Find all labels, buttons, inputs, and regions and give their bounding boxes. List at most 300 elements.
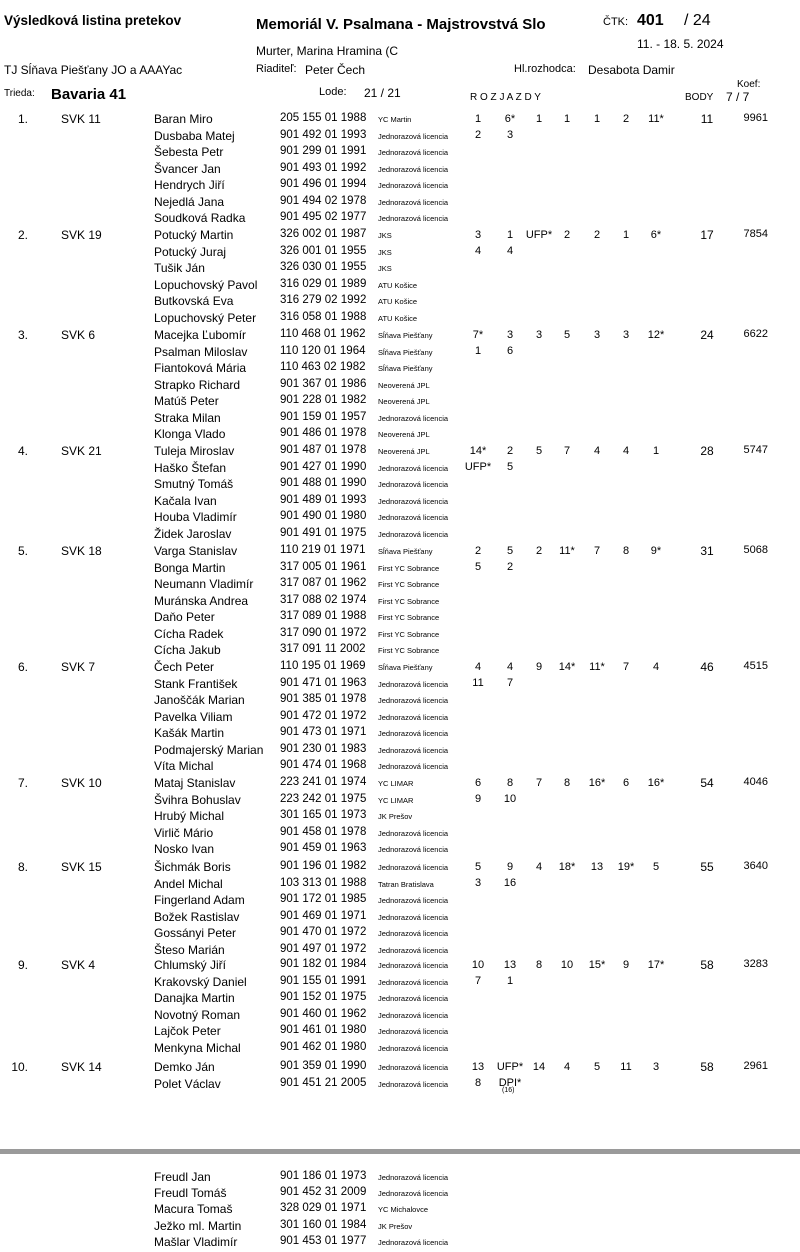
race-result: 1 (474, 113, 482, 125)
license-number: 205 155 01 1988 (280, 112, 367, 124)
license-number: 901 172 01 1985 (280, 893, 367, 905)
license-number: 223 241 01 1974 (280, 776, 367, 788)
club-name: Jednorazová licencia (378, 197, 449, 207)
license-number: 901 159 01 1957 (280, 410, 367, 423)
license-number: 901 196 01 1982 (280, 860, 367, 872)
crew-name: Klonga Vlado (154, 427, 226, 441)
race-result: 6 (474, 777, 482, 789)
license-number: 901 497 01 1972 (280, 942, 367, 955)
race-result: 13 (503, 959, 517, 971)
crew-name: Butkovská Eva (154, 294, 234, 308)
race-result: 14* (558, 661, 576, 673)
coefficient: 6622 (743, 328, 768, 340)
club-name: First YC Sobrance (378, 563, 440, 573)
race-result: 9 (535, 661, 543, 673)
crew-name: Potucký Martin (154, 228, 234, 242)
judge-label: Hl.rozhodca: (514, 63, 576, 75)
crew-name: Šichmák Boris (154, 860, 231, 874)
license-number: 110 463 02 1982 (280, 361, 366, 373)
club-name: Jednorazová licencia (378, 529, 449, 539)
race-result-secondary: 3 (506, 129, 514, 141)
race-result: 4 (593, 445, 601, 457)
club-name: Neoverená JPL (378, 397, 430, 406)
club-name: Jednorazová licencia (378, 1027, 449, 1036)
license-number: 901 491 01 1975 (280, 526, 367, 539)
club-name: Jednorazová licencia (378, 1189, 449, 1199)
race-result: 5 (652, 861, 660, 873)
license-number: 901 488 01 1990 (280, 477, 367, 489)
license-number: 901 494 02 1978 (280, 194, 367, 207)
license-number: 901 470 01 1972 (280, 926, 367, 938)
license-number: 317 090 01 1972 (280, 626, 367, 639)
crew-name: Lopuchovský Pavol (154, 277, 258, 292)
class-label: Trieda: (4, 88, 35, 99)
race-result-secondary: 10 (503, 793, 517, 805)
race-result-secondary: 2 (474, 129, 482, 141)
race-result: 7 (563, 445, 571, 457)
crew-name: Danajka Martin (154, 991, 235, 1005)
total-points: 58 (700, 1060, 714, 1074)
license-number: 901 427 01 1990 (280, 460, 367, 473)
crew-name: Novotný Roman (154, 1007, 241, 1022)
license-number: 901 451 21 2005 (280, 1076, 367, 1089)
license-number: 901 299 01 1991 (280, 145, 367, 157)
crew-name: Božek Rastislav (154, 909, 240, 924)
license-number: 901 459 01 1963 (280, 842, 367, 854)
crew-name: Houba Vladimír (154, 510, 237, 524)
coefficient: 3283 (743, 958, 768, 970)
ctk-label: ČTK: (603, 16, 629, 28)
koef-value: 7 / 7 (726, 90, 750, 104)
crew-name: Bonga Martin (154, 560, 226, 575)
race-result: 6 (622, 777, 630, 789)
race-result: 4 (622, 445, 630, 457)
rank: 8. (17, 860, 28, 874)
license-number: 901 474 01 1968 (280, 759, 367, 771)
license-number: 328 029 01 1971 (280, 1202, 367, 1215)
race-result: 10 (560, 959, 574, 971)
director-name: Peter Čech (305, 63, 366, 77)
club-name: Jednorazová licencia (378, 828, 449, 838)
club-name: First YC Sobrance (378, 580, 440, 589)
club-name: Tatran Bratislava (378, 879, 434, 889)
club-name: JKS (378, 264, 392, 273)
race-result: 7* (472, 329, 484, 341)
race-result: 11* (559, 545, 575, 557)
club-name: Jednorazová licencia (378, 148, 449, 157)
race-result: 15* (588, 959, 606, 971)
club-name: ATU Košice (378, 313, 418, 323)
race-result: 9 (506, 861, 514, 873)
club-name: Jednorazová licencia (378, 1010, 449, 1020)
coefficient: 7854 (743, 228, 768, 240)
crew-name: Chlumský Jiří (154, 958, 227, 972)
club-name: JKS (378, 231, 392, 240)
crew-name: Daňo Peter (154, 610, 215, 624)
coefficient: 9961 (743, 112, 768, 124)
crew-name: Hrubý Michal (154, 809, 225, 823)
race-result: 19* (617, 861, 635, 873)
crew-name: Haško Štefan (154, 460, 227, 475)
crew-name: Gossányi Peter (154, 926, 237, 940)
race-result: 2 (506, 445, 514, 457)
license-number: 317 005 01 1961 (280, 560, 367, 573)
crew-name: Fiantoková Mária (154, 361, 247, 375)
rank: 2. (17, 228, 28, 242)
license-number: 901 461 01 1980 (280, 1024, 367, 1036)
total-points: 24 (700, 328, 714, 342)
crew-name: Menkyna Michal (154, 1040, 241, 1055)
race-result: 4 (535, 861, 543, 873)
race-result: 3 (474, 229, 482, 241)
club-name: Jednorazová licencia (378, 896, 449, 905)
race-result: 16* (588, 777, 606, 789)
race-result: 8 (563, 777, 571, 789)
rank: 5. (17, 544, 28, 558)
crew-name: Polet Václav (154, 1076, 221, 1091)
license-number: 901 182 01 1984 (280, 958, 367, 970)
club-name: Jednorazová licencia (378, 994, 449, 1003)
crew-name: Čech Peter (154, 660, 215, 674)
crew-name: Tuleja Miroslav (154, 444, 235, 458)
race-result-secondary: 1 (474, 345, 482, 357)
crew-name: Virlič Mário (154, 825, 214, 840)
club-name: Jednorazová licencia (378, 164, 449, 174)
license-number: 316 279 02 1992 (280, 294, 367, 306)
club-name: First YC Sobrance (378, 646, 440, 655)
race-result-secondary: 5 (474, 561, 482, 573)
race-result-secondary: 4 (506, 245, 514, 257)
sail-number: SVK 4 (61, 958, 96, 972)
race-result: 7 (622, 661, 630, 673)
club-name: Jednorazová licencia (378, 496, 449, 506)
license-number: 901 472 01 1972 (280, 709, 367, 722)
race-result: 16* (647, 777, 665, 789)
sail-number: SVK 15 (61, 860, 102, 874)
judge-name: Desabota Damir (588, 63, 675, 77)
license-number: 901 469 01 1971 (280, 909, 367, 922)
race-result: UFP* (525, 229, 553, 241)
race-result: 3 (622, 329, 630, 341)
license-number: 901 452 31 2009 (280, 1186, 367, 1199)
club-name: Jednorazová licencia (378, 945, 449, 955)
club-name: Sĺňava Piešťany (378, 364, 433, 373)
club-name: Jednorazová licencia (378, 712, 449, 722)
license-number: 901 471 01 1963 (280, 676, 367, 689)
license-number: 901 359 01 1990 (280, 1060, 367, 1072)
license-number: 326 001 01 1955 (280, 244, 367, 257)
club-name: Sĺňava Piešťany (378, 547, 433, 556)
race-result-secondary: 1 (506, 975, 514, 987)
section-divider (0, 1149, 800, 1154)
license-number: 901 487 01 1978 (280, 444, 367, 456)
race-result: 2 (474, 545, 482, 557)
points-label: BODY (685, 92, 714, 103)
club-name: Jednorazová licencia (378, 214, 449, 223)
club-name: Jednorazová licencia (378, 1079, 449, 1089)
crew-name: Fingerland Adam (154, 893, 245, 907)
race-result: 2 (622, 113, 630, 125)
crew-name: Lajčok Peter (154, 1024, 221, 1038)
race-result-secondary: 5 (506, 461, 514, 473)
crew-name: Dusbaba Matej (154, 128, 235, 143)
race-result: 5 (535, 445, 543, 457)
club-name: Jednorazová licencia (378, 463, 449, 473)
race-result: 2 (593, 229, 601, 241)
total-points: 55 (700, 860, 714, 874)
race-result-secondary: UFP* (464, 461, 492, 473)
race-result: 1 (506, 229, 514, 241)
crew-name: Nejedlá Jana (154, 194, 225, 209)
race-result: 9 (622, 959, 630, 971)
rank: 7. (17, 776, 28, 790)
club-name: Jednorazová licencia (378, 131, 449, 141)
race-result: 13 (471, 1061, 485, 1073)
race-result: 6* (504, 113, 516, 125)
license-number: 110 468 01 1962 (280, 328, 366, 340)
club-name: JK Prešov (378, 1221, 413, 1231)
license-number: 901 490 01 1980 (280, 510, 367, 522)
license-number: 301 165 01 1973 (280, 809, 367, 821)
club-name: Jednorazová licencia (378, 480, 449, 489)
race-result-secondary: 6 (506, 345, 514, 357)
race-result: 2 (535, 545, 543, 557)
crew-name: Stank František (154, 676, 238, 691)
race-result: 1 (593, 113, 601, 125)
license-number: 326 002 01 1987 (280, 228, 367, 240)
rank: 3. (17, 328, 28, 342)
race-result: 5 (474, 861, 482, 873)
race-result: 3 (535, 329, 543, 341)
license-number: 316 029 01 1989 (280, 277, 367, 290)
crew-name: Podmajerský Marian (154, 742, 264, 757)
race-result: 7 (593, 545, 601, 557)
club-name: Jednorazová licencia (378, 762, 449, 771)
organizer: TJ Sĺňava Piešťany JO a AAAYac (4, 63, 183, 77)
crew-name: Židek Jaroslav (154, 526, 232, 541)
rank: 1. (17, 112, 28, 126)
crew-name: Šteso Marián (154, 942, 225, 957)
club-name: Jednorazová licencia (378, 1063, 449, 1072)
sail-number: SVK 7 (61, 660, 96, 674)
class-name: Bavaria 41 (51, 86, 127, 103)
race-result: 11 (620, 1061, 632, 1073)
license-number: 901 492 01 1993 (280, 128, 367, 141)
club-name: ATU Košice (378, 280, 418, 290)
sail-number: SVK 18 (61, 544, 102, 558)
crew-name: Psalman Miloslav (154, 344, 248, 359)
race-result-secondary: 3 (474, 877, 482, 889)
race-result: 4 (563, 1061, 571, 1073)
crew-name: Krakovský Daniel (154, 974, 247, 989)
race-result-secondary: 16 (503, 877, 517, 889)
race-result: 10 (471, 959, 485, 971)
rank: 4. (17, 444, 28, 458)
race-result: 3 (506, 329, 514, 341)
crew-name: Cícha Jakub (154, 643, 221, 657)
document-title: Výsledková listina pretekov (4, 13, 182, 28)
crew-name: Smutný Tomáš (154, 477, 234, 491)
crew-name: Neumann Vladimír (154, 577, 254, 591)
license-number: 901 385 01 1978 (280, 693, 367, 705)
sail-number: SVK 14 (61, 1060, 102, 1074)
club-name: Jednorazová licencia (378, 912, 449, 922)
club-name: Sĺňava Piešťany (378, 331, 433, 340)
event-dates: 11. - 18. 5. 2024 (637, 37, 724, 51)
races-label: R O Z J A Z D Y (470, 92, 541, 103)
license-number: 901 367 01 1986 (280, 377, 367, 390)
race-result: 14 (532, 1061, 546, 1073)
crew-name: Straka Milan (154, 410, 221, 425)
race-result-secondary: 11 (472, 677, 484, 689)
club-name: JK Prešov (378, 812, 413, 821)
crew-name: Ježko ml. Martin (154, 1218, 242, 1233)
license-number: 901 228 01 1982 (280, 394, 367, 406)
coefficient: 5068 (743, 544, 768, 556)
total-points: 11 (700, 112, 714, 126)
race-result: 3 (593, 329, 601, 341)
total-points: 28 (700, 444, 714, 458)
rank: 10. (11, 1060, 28, 1074)
race-result: 4 (474, 661, 482, 673)
race-result: 17* (647, 959, 665, 971)
race-result: 5 (563, 329, 571, 341)
club-name: First YC Sobrance (378, 613, 440, 622)
director-label: Riaditeľ: (256, 63, 297, 75)
club-name: Neoverená JPL (378, 447, 430, 456)
club-name: Jednorazová licencia (378, 977, 449, 987)
club-name: First YC Sobrance (378, 596, 440, 606)
club-name: Jednorazová licencia (378, 729, 449, 738)
race-result: 8 (506, 777, 514, 789)
license-number: 110 195 01 1969 (280, 660, 366, 672)
sail-number: SVK 10 (61, 776, 102, 790)
race-result: 8 (535, 959, 543, 971)
club-name: Jednorazová licencia (378, 1043, 449, 1053)
crew-name: Nosko Ivan (154, 842, 215, 856)
crew-name: Víta Michal (154, 759, 214, 773)
crew-name: Soudková Radka (154, 211, 246, 225)
club-name: YC LIMAR (378, 779, 414, 788)
koef-label: Koef: (737, 79, 761, 90)
crew-name: Cícha Radek (154, 626, 224, 641)
race-result: 8 (622, 545, 630, 557)
license-number: 901 458 01 1978 (280, 825, 367, 838)
race-result: 1 (535, 113, 543, 125)
crew-name: Macejka Ľubomír (154, 328, 247, 342)
club-name: Jednorazová licencia (378, 845, 449, 854)
license-number: 301 160 01 1984 (280, 1218, 367, 1231)
total-points: 54 (700, 776, 714, 790)
club-name: First YC Sobrance (378, 629, 440, 639)
race-result: 4 (652, 661, 660, 673)
license-number: 317 091 11 2002 (280, 643, 366, 655)
race-result: 1 (622, 229, 630, 241)
total-points: 17 (700, 228, 714, 242)
club-name: YC Michalovce (378, 1205, 429, 1215)
rank: 9. (17, 958, 28, 972)
license-number: 901 473 01 1971 (280, 726, 367, 738)
club-name: Neoverená JPL (378, 430, 430, 439)
crew-name: Muránska Andrea (154, 593, 249, 608)
race-result-secondary: DPI* (498, 1077, 522, 1089)
race-result-secondary: 8 (474, 1077, 482, 1089)
crew-name: Lopuchovský Peter (154, 310, 257, 325)
race-result: 6* (650, 229, 662, 241)
boats-count: 21 / 21 (364, 86, 401, 100)
crew-name: Freudl Jan (154, 1170, 211, 1184)
license-number: 316 058 01 1988 (280, 310, 367, 323)
crew-name: Kašák Martin (154, 726, 225, 740)
race-result: 3 (652, 1061, 660, 1073)
race-result: 11* (648, 113, 664, 125)
boats-label: Lode: (319, 86, 347, 98)
license-number: 901 453 01 1977 (280, 1234, 367, 1247)
race-result: 2 (563, 229, 571, 241)
club-name: Jednorazová licencia (378, 679, 449, 689)
crew-name: Strapko Richard (154, 377, 241, 392)
crew-name: Varga Stanislav (154, 544, 238, 558)
license-number: 110 219 01 1971 (280, 544, 366, 556)
crew-name: Pavelka Viliam (154, 709, 233, 724)
ctk-value: 401 (637, 12, 664, 29)
race-result-secondary: 2 (506, 561, 514, 573)
total-points: 31 (700, 544, 714, 558)
sail-number: SVK 6 (61, 328, 96, 342)
sail-number: SVK 21 (61, 444, 102, 458)
license-number: 326 030 01 1955 (280, 261, 367, 273)
crew-name: Demko Ján (154, 1060, 215, 1074)
license-number: 901 486 01 1978 (280, 427, 367, 439)
crew-name: Macura Tomaš (154, 1202, 233, 1217)
club-name: JKS (378, 247, 392, 257)
rank: 6. (17, 660, 28, 674)
license-number: 901 152 01 1975 (280, 991, 367, 1003)
total-points: 58 (700, 958, 714, 972)
race-result: 5 (593, 1061, 601, 1073)
race-result: 13 (590, 861, 604, 873)
sail-number: SVK 19 (61, 228, 102, 242)
club-name: Jednorazová licencia (378, 745, 449, 755)
crew-name: Kačala Ivan (154, 493, 217, 508)
club-name: Sĺňava Piešťany (378, 347, 433, 357)
license-number: 901 489 01 1993 (280, 493, 367, 506)
crew-name: Hendrych Jiří (154, 178, 225, 192)
ctk-total: / 24 (684, 12, 711, 29)
crew-name: Švancer Jan (154, 161, 221, 176)
license-number: 901 460 01 1962 (280, 1007, 367, 1020)
crew-name: Mataj Stanislav (154, 776, 236, 790)
license-number: 901 462 01 1980 (280, 1040, 367, 1053)
crew-name: Baran Miro (154, 112, 213, 126)
license-number: 901 155 01 1991 (280, 974, 367, 987)
license-number: 901 495 02 1977 (280, 211, 367, 223)
club-name: Sĺňava Piešťany (378, 663, 433, 672)
coefficient: 5747 (743, 444, 768, 456)
club-name: YC LIMAR (378, 795, 414, 805)
event-name: Memoriál V. Psalmana - Majstrovstvá Slo (256, 16, 546, 33)
race-result: 11* (589, 661, 605, 673)
license-number: 317 089 01 1988 (280, 610, 367, 622)
club-name: Jednorazová licencia (378, 181, 449, 190)
license-number: 901 186 01 1973 (280, 1170, 367, 1182)
race-result: 1 (652, 445, 660, 457)
license-number: 317 087 01 1962 (280, 577, 367, 589)
club-name: Jednorazová licencia (378, 696, 449, 705)
race-result: UFP* (496, 1061, 524, 1073)
club-name: Jednorazová licencia (378, 929, 449, 938)
race-result: 1 (563, 113, 571, 125)
